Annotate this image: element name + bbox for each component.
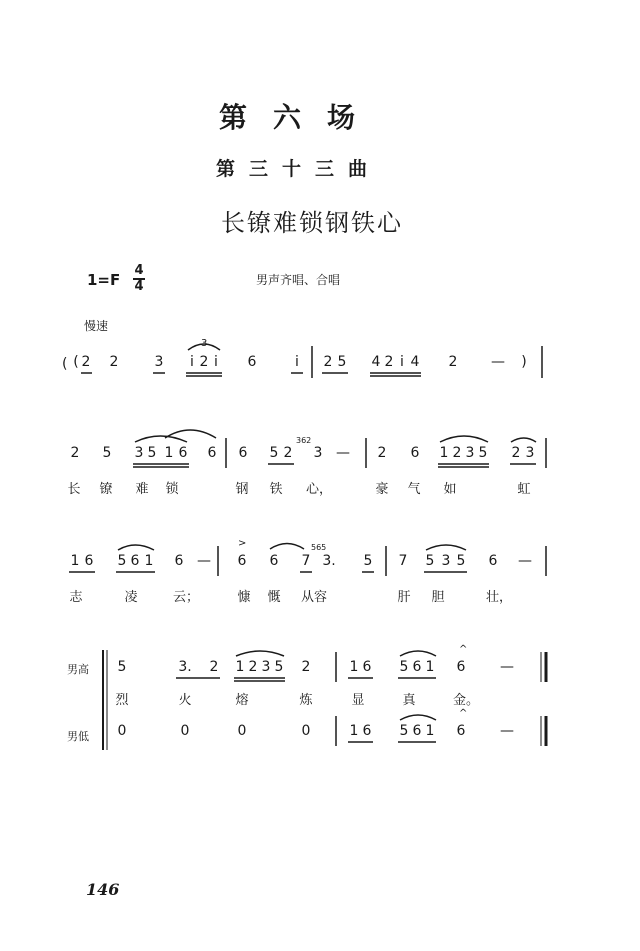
note: 2 — [248, 659, 258, 675]
note: 5 — [399, 659, 409, 675]
note: — — [500, 659, 514, 675]
note: — — [491, 354, 505, 370]
lyric: 壮， — [485, 590, 512, 605]
note: i — [214, 354, 218, 370]
lyric: 气 — [407, 482, 421, 497]
lyric: 显 — [351, 693, 365, 708]
lyric: 志 — [69, 590, 83, 605]
lyric: 胆 — [431, 590, 445, 605]
note: — — [336, 445, 350, 461]
note: 5 — [399, 723, 409, 739]
note: 1 — [164, 445, 174, 461]
note: 4 — [410, 354, 420, 370]
lyric: 凌 — [124, 590, 138, 605]
note: 5 — [456, 553, 466, 569]
note: 6 — [247, 354, 257, 370]
note: 2 — [70, 445, 80, 461]
piece-number: 第三十三曲 — [216, 158, 382, 180]
note: 6 — [362, 659, 372, 675]
lyric: 心， — [306, 482, 333, 497]
lyric: 烈 — [115, 693, 129, 708]
note: 2 — [209, 659, 219, 675]
note: 2 — [323, 354, 333, 370]
note: 3 — [313, 445, 323, 461]
note: 6 — [178, 445, 188, 461]
note: i — [190, 354, 194, 370]
note: 1 — [425, 659, 435, 675]
lyric: 从容 — [300, 590, 327, 605]
svg-text:>: > — [238, 538, 247, 549]
lyric: 慷 — [237, 590, 251, 605]
note: — — [500, 723, 514, 739]
note: 3 — [154, 354, 164, 370]
note: 6 — [174, 553, 184, 569]
note: 3 — [441, 553, 451, 569]
note: 1 — [425, 723, 435, 739]
lyric: 火 — [178, 693, 192, 708]
note: 0 — [301, 723, 311, 739]
lyric: 钢 — [235, 482, 249, 497]
note: 0 — [180, 723, 190, 739]
lyric: 慨 — [267, 590, 281, 605]
note: 1 — [70, 553, 80, 569]
note: 5 — [363, 553, 373, 569]
grace-note: 362 — [296, 436, 312, 445]
lyric: 如 — [443, 482, 457, 497]
note: 6 — [130, 553, 140, 569]
grace-note: 565 — [311, 543, 327, 552]
note: 6 — [237, 553, 247, 569]
note: 6 — [456, 723, 466, 739]
note: 1 — [439, 445, 449, 461]
tempo-marking: 慢速 — [84, 319, 109, 333]
key-signature: 1=F — [87, 271, 121, 289]
song-title: 长镣难锁钢铁心 — [221, 209, 403, 237]
note: 5 — [478, 445, 488, 461]
lyric: 虹 — [517, 482, 531, 497]
note: 1 — [349, 659, 359, 675]
lyric: 长 — [67, 482, 81, 497]
note: 5 — [425, 553, 435, 569]
note: 2 — [448, 354, 458, 370]
note: 3. — [178, 659, 192, 675]
act-title: 第六场 — [219, 101, 382, 134]
note: 6 — [412, 659, 422, 675]
note: 7 — [301, 553, 311, 569]
note: 0 — [237, 723, 247, 739]
lyric: 镣 — [99, 482, 113, 497]
note: 6 — [362, 723, 372, 739]
note: 5 — [337, 354, 347, 370]
lyric: 难 — [135, 482, 149, 497]
note: 2 — [377, 445, 387, 461]
lyric: 云； — [172, 590, 199, 605]
note: 3 — [525, 445, 535, 461]
note: 1 — [349, 723, 359, 739]
note: 5 — [269, 445, 279, 461]
note: 7 — [398, 553, 408, 569]
note: 2 — [283, 445, 293, 461]
note: 2 — [301, 659, 311, 675]
note: 3 — [465, 445, 475, 461]
note: 6 — [456, 659, 466, 675]
note: 2 — [384, 354, 394, 370]
note: — — [197, 553, 211, 569]
note: 4 — [371, 354, 381, 370]
note: 5 — [147, 445, 157, 461]
note: 3 — [134, 445, 144, 461]
lyric: 炼 — [299, 693, 313, 708]
voice-label-bass: 男低 — [67, 730, 89, 743]
lyric: 真 — [402, 693, 416, 708]
lyric: 肝 — [397, 590, 411, 605]
lyric: 铁 — [269, 482, 283, 497]
note: 2 — [81, 354, 91, 370]
note: 6 — [84, 553, 94, 569]
note: 6 — [207, 445, 217, 461]
note: 6 — [269, 553, 279, 569]
performance-note: 男声齐唱、合唱 — [256, 273, 341, 287]
note: 5 — [102, 445, 112, 461]
note: 6 — [412, 723, 422, 739]
svg-text:^: ^ — [459, 644, 468, 655]
note: 5 — [117, 553, 127, 569]
note: 2 — [199, 354, 209, 370]
note: 3 — [261, 659, 271, 675]
note: 2 — [511, 445, 521, 461]
svg-text:^: ^ — [459, 708, 468, 719]
note: 6 — [238, 445, 248, 461]
note: 2 — [452, 445, 462, 461]
lyric: 豪 — [375, 482, 389, 497]
time-signature-bottom: 4 — [134, 279, 144, 294]
voice-label-tenor: 男高 — [67, 663, 89, 676]
lyric: 熔 — [235, 693, 249, 708]
page-number: 146 — [86, 880, 120, 899]
note: 6 — [410, 445, 420, 461]
note: 2 — [109, 354, 119, 370]
note: i — [295, 354, 299, 370]
note: 1 — [144, 553, 154, 569]
note: 3. — [322, 553, 336, 569]
note: 0 — [117, 723, 127, 739]
note: — — [518, 553, 532, 569]
lyric: 锁 — [165, 482, 179, 497]
note: 5 — [117, 659, 127, 675]
note: i — [400, 354, 404, 370]
note: ( — [73, 354, 79, 370]
note: 1 — [235, 659, 245, 675]
time-signature-top: 4 — [134, 263, 144, 278]
note: 6 — [488, 553, 498, 569]
lyric: 金。 — [452, 693, 479, 708]
note: 5 — [274, 659, 284, 675]
svg-text:(: ( — [62, 356, 68, 372]
triplet-mark: 3 — [201, 338, 208, 349]
note: ) — [521, 354, 527, 370]
